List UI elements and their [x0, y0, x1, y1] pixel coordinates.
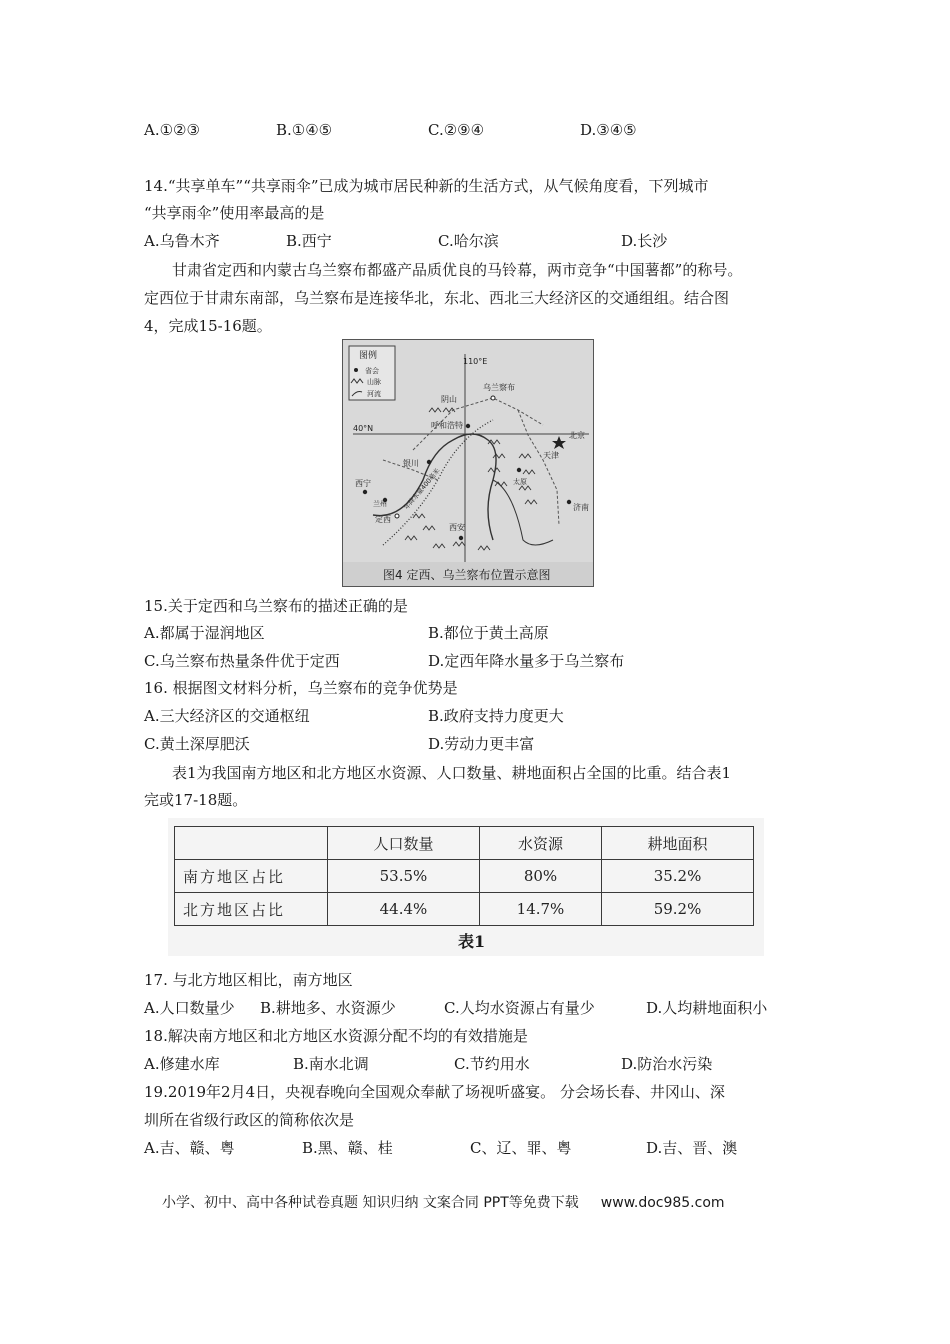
table-cell: 59.2%: [602, 893, 754, 926]
q18-option-d: D.防治水污染: [621, 1055, 713, 1073]
q18-stem: 18.解决南方地区和北方地区水资源分配不均的有效措施是: [144, 1027, 528, 1045]
footer-text: 小学、初中、高中各种试卷真题 知识归纳 文案合同 PPT等免费下载: [162, 1195, 579, 1211]
table1-figure: [168, 818, 764, 956]
q17-option-d: D.人均耕地面积小: [646, 999, 768, 1017]
q14-option-d: D.长沙: [621, 232, 668, 250]
table-row-header: 北方地区占比: [175, 893, 328, 926]
q16-option-c: C.黄土深厚肥沃: [144, 735, 250, 753]
q14-stem-line1: 14.“共享单车”“共享雨伞”已成为城市居民种新的生活方式，从气候角度看，下列城市: [144, 177, 709, 195]
lat-label: 40°N: [353, 424, 374, 433]
capital-symbol-icon: [354, 368, 358, 372]
capital-symbol-icon: [459, 536, 463, 540]
table-header-cell: [175, 827, 328, 860]
star-icon: [552, 436, 566, 449]
q16-stem: 16. 根据图文材料分析，乌兰察布的竞争优势是: [144, 679, 458, 697]
footer: [162, 1192, 725, 1212]
table-cell: 44.4%: [328, 893, 480, 926]
isohyet-label: 年降水量400毫米: [402, 466, 442, 512]
table1: [174, 826, 754, 926]
q15-option-d: D.定西年降水量多于乌兰察布: [428, 652, 625, 670]
table-row: [175, 860, 754, 893]
map-caption: 图4 定西、乌兰察布位置示意图: [383, 568, 551, 582]
q15-option-c: C.乌兰察布热量条件优于定西: [144, 652, 340, 670]
q16-option-a: A.三大经济区的交通枢纽: [144, 707, 310, 725]
passage2-line1: 表1为我国南方地区和北方地区水资源、人口数量、耕地面积占全国的比重。结合表1: [172, 764, 732, 782]
place-dingxi: 定西: [375, 515, 391, 524]
legend-capital: 省会: [365, 367, 379, 375]
capital-symbol-icon: [466, 424, 470, 428]
q18-option-c: C.节约用水: [454, 1055, 530, 1073]
river-line: [373, 434, 496, 540]
lon-label: 110°E: [463, 357, 488, 366]
passage2-line2: 完或17-18题。: [144, 791, 248, 809]
passage1-line2: 定西位于甘肃东南部，乌兰察布是连接华北，东北、西北三大经济区的交通组组。结合图: [144, 289, 730, 307]
place-wulanchabu: 乌兰察布: [483, 383, 515, 392]
q18-option-a: A.修建水库: [144, 1055, 220, 1073]
q17-option-c: C.人均水资源占有量少: [444, 999, 595, 1017]
q13-option-a: A.①②③: [144, 121, 200, 139]
q17-option-a: A.人口数量少: [144, 999, 235, 1017]
legend-title: 图例: [359, 351, 378, 361]
place-yinshan: 阴山: [441, 395, 457, 404]
place-huhehaote: 呼和浩特: [431, 421, 463, 430]
capital-symbol-icon: [427, 460, 431, 464]
q15-option-a: A.都属于湿润地区: [144, 624, 265, 642]
place-jinan: 济南: [573, 503, 589, 512]
isohyet-line: [383, 420, 493, 545]
river-line: [493, 480, 553, 545]
table-row-header: 南方地区占比: [175, 860, 328, 893]
table1-caption: 表1: [458, 932, 486, 951]
table-header-cell: 人口数量: [328, 827, 480, 860]
q15-option-b: B.都位于黄土高原: [428, 624, 549, 642]
q13-option-b: B.①④⑤: [276, 121, 333, 139]
footer-link[interactable]: www.doc985.com: [600, 1195, 725, 1211]
q13-option-c: C.②⑨④: [428, 121, 485, 139]
legend-river: 河流: [367, 390, 381, 398]
map-figure: [342, 339, 594, 587]
capital-symbol-icon: [517, 468, 521, 472]
q19-stem-line1: 19.2019年2月4日，央视春晚向全国观众奉献了场视听盛宴。 分会场长春、井冈山、深: [144, 1083, 725, 1101]
q14-stem-line2: “共享雨伞”使用率最高的是: [144, 204, 325, 222]
q19-stem-line2: 圳所在省级行政区的简称依次是: [144, 1111, 355, 1129]
legend-mountain: 山脉: [367, 378, 381, 386]
q14-option-c: C.哈尔滨: [438, 232, 499, 250]
q19-option-b: B.黑、赣、桂: [302, 1139, 393, 1157]
place-taiyuan: 太原: [513, 478, 527, 486]
table-row: [175, 893, 754, 926]
q13-option-d: D.③④⑤: [580, 121, 637, 139]
city-symbol-icon: [491, 396, 495, 400]
table-cell: 35.2%: [602, 860, 754, 893]
q16-option-d: D.劳动力更丰富: [428, 735, 535, 753]
q18-option-b: B.南水北调: [293, 1055, 369, 1073]
q17-option-b: B.耕地多、水资源少: [260, 999, 396, 1017]
place-beijing: 北京: [569, 431, 585, 440]
city-symbol-icon: [395, 514, 399, 518]
table-header-row: [175, 827, 754, 860]
q14-option-b: B.西宁: [286, 232, 332, 250]
q19-option-c: C、辽、罪、粤: [470, 1139, 572, 1157]
q17-stem: 17. 与北方地区相比，南方地区: [144, 971, 353, 989]
place-lanzhou: 兰州: [373, 500, 387, 508]
q16-option-b: B.政府支持力度更大: [428, 707, 564, 725]
place-yinchuan: 银川: [403, 459, 419, 468]
capital-symbol-icon: [363, 490, 367, 494]
table-header-cell: 耕地面积: [602, 827, 754, 860]
table-cell: 80%: [479, 860, 601, 893]
place-xian: 西安: [449, 523, 465, 532]
q14-option-a: A.乌鲁木齐: [144, 232, 220, 250]
passage1-line1: 甘肃省定西和内蒙古乌兰察布都盛产品质优良的马铃幕，两市竞争“中国薯都”的称号。: [172, 261, 743, 279]
table-cell: 53.5%: [328, 860, 480, 893]
passage1-line3: 4，完成15-16题。: [144, 317, 272, 335]
q15-stem: 15.关于定西和乌兰察布的描述正确的是: [144, 597, 408, 615]
place-xining: 西宁: [355, 479, 371, 488]
table-cell: 14.7%: [479, 893, 601, 926]
table-header-cell: 水资源: [479, 827, 601, 860]
province-boundary: [518, 410, 559, 525]
capital-symbol-icon: [567, 500, 571, 504]
place-tianjin: 天津: [543, 451, 559, 460]
q19-option-d: D.吉、晋、澳: [646, 1139, 738, 1157]
q19-option-a: A.吉、赣、粤: [144, 1139, 235, 1157]
